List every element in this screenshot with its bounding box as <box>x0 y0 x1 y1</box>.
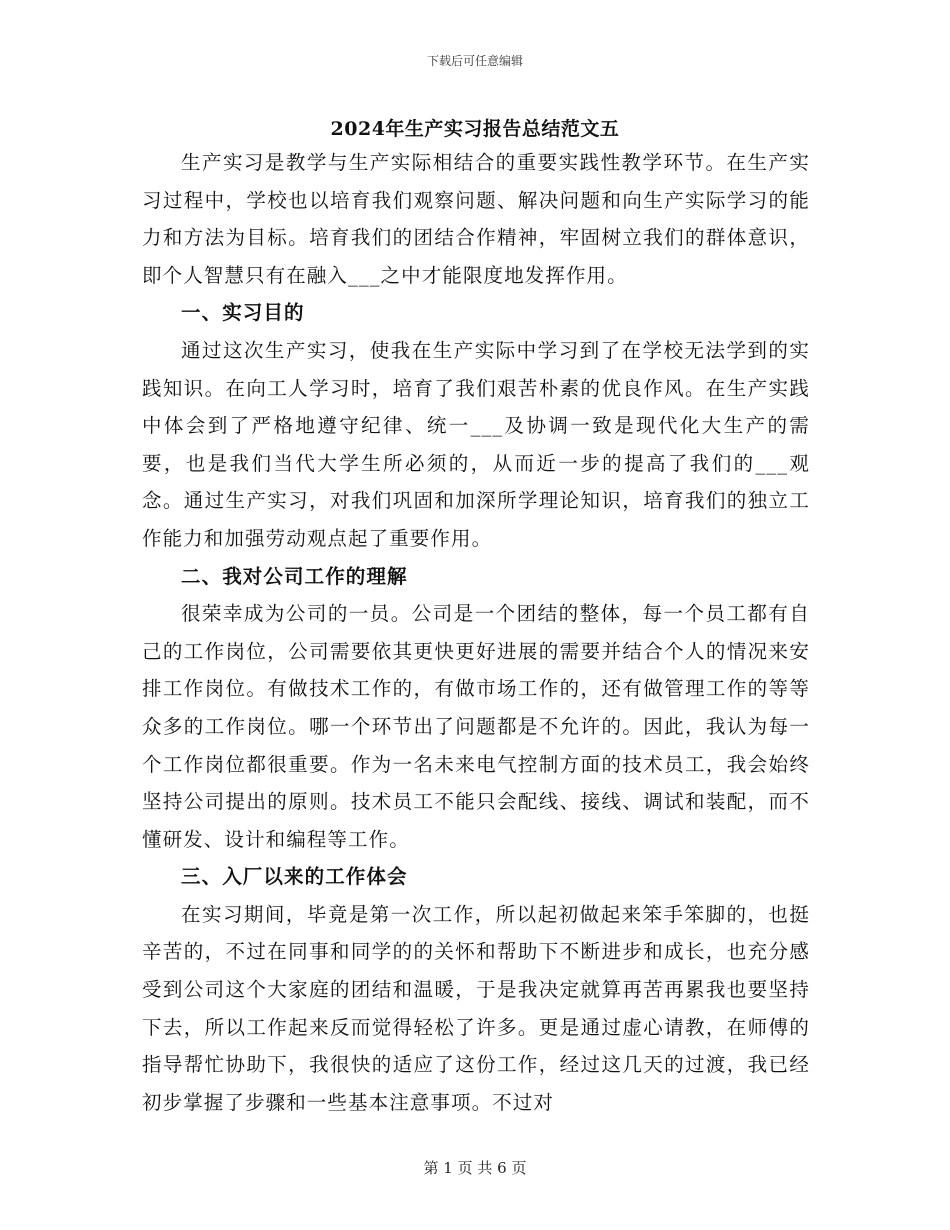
page-header: 下载后可任意编辑 <box>426 54 523 68</box>
body-paragraph: 通过这次生产实习，使我在生产实际中学习到了在学校无法学到的实践知识。在向工人学习时，培育了我们艰苦朴素的优良作风。在生产实践中体会到了严格地遵守纪律、统一___及协调一致是现代化大生产的需要，也是我们当代大学生所必须的，从而近一步的提高了我们的___观念。通过生产实习，对我们巩固和加深所学理论知识，培育我们的独立工作能力和加强劳动观点起了重要作用。 <box>142 338 810 550</box>
page-footer: 第 1 页 共 6 页 <box>423 1159 527 1177</box>
body-paragraph: 在实习期间，毕竟是第一次工作，所以起初做起来笨手笨脚的，也挺辛苦的，不过在同事和同学的的关怀和帮助下不断进步和成长，也充分感受到公司这个大家庭的团结和温暖，于是我决定就算再苦再累我也要坚持下去，所以工作起来反而觉得轻松了许多。更是通过虚心请教，在师傅的指导帮忙协助下，我很快的适应了这份工作，经过这几天的过渡，我已经初步掌握了步骤和一些基本注意事项。不过对 <box>142 902 810 1114</box>
section-heading: 二、我对公司工作的理解 <box>181 564 408 588</box>
document-title: 2024年生产实习报告总结范文五 <box>330 118 620 140</box>
body-paragraph: 很荣幸成为公司的一员。公司是一个团结的整体，每一个员工都有自己的工作岗位，公司需要依其更快更好进展的需要并结合个人的情况来安排工作岗位。有做技术工作的，有做市场工作的，还有做管理工作的等等众多的工作岗位。哪一个环节出了问题都是不允许的。因此，我认为每一个工作岗位都很重要。作为一名未来电气控制方面的技术员工，我会始终坚持公司提出的原则。技术员工不能只会配线、接线、调试和装配，而不懂研发、设计和编程等工作。 <box>142 602 810 851</box>
section-heading: 一、实习目的 <box>181 301 305 325</box>
section-heading: 三、入厂以来的工作体会 <box>181 865 408 889</box>
body-paragraph: 生产实习是教学与生产实际相结合的重要实践性教学环节。在生产实习过程中，学校也以培育我们观察问题、解决问题和向生产实际学习的能力和方法为目标。培育我们的团结合作精神，牢固树立我们的群体意识，即个人智慧只有在融入___之中才能限度地发挥作用。 <box>142 151 810 287</box>
document-body <box>142 144 810 1121</box>
